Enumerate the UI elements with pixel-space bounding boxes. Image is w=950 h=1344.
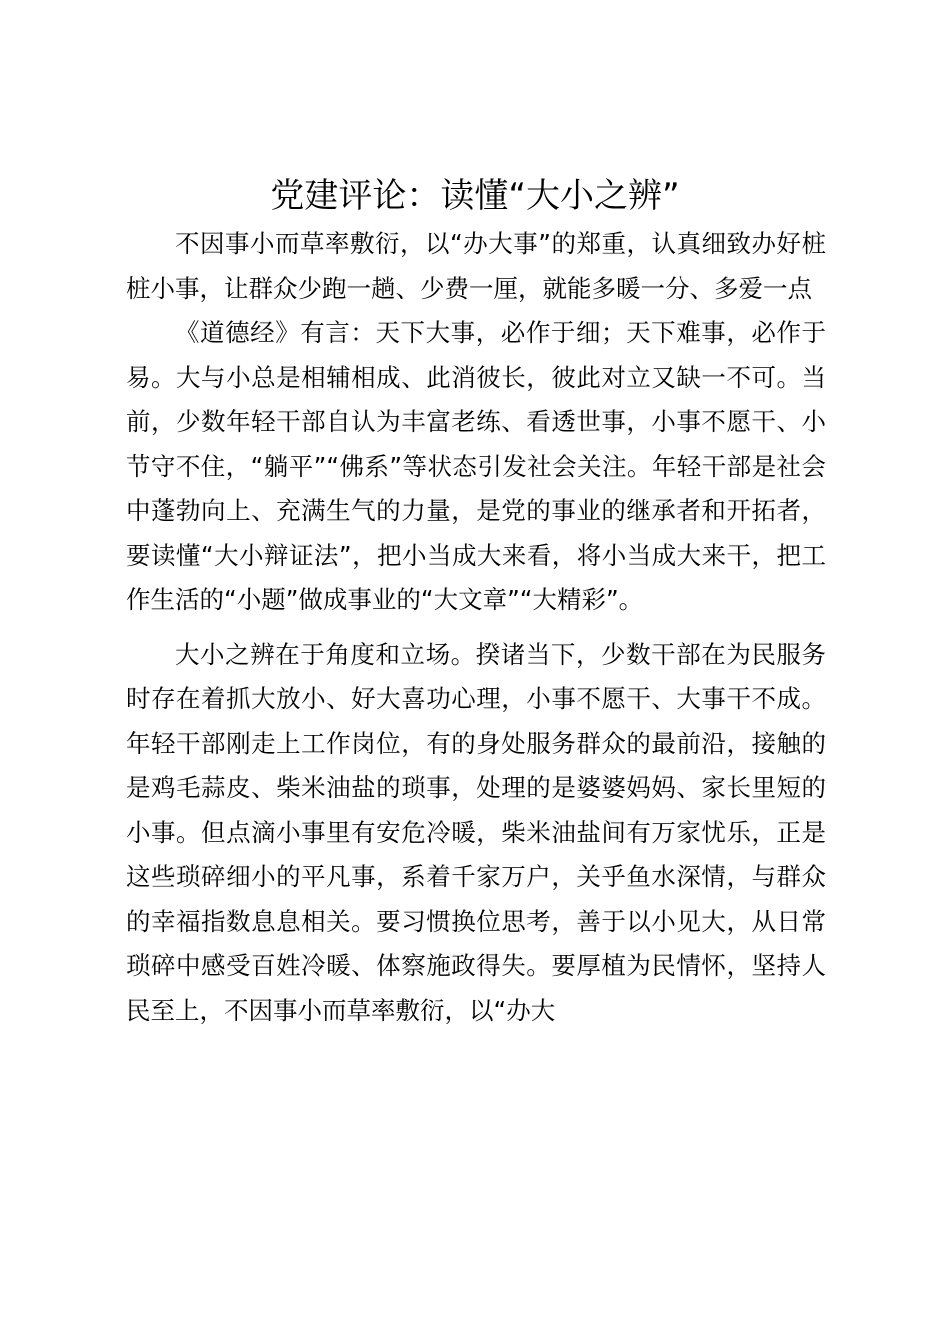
document-title: 党建评论：读懂“大小之辨” <box>270 176 680 216</box>
paragraph-lead: 不因事小而草率敷衍，以“办大事”的郑重，认真细致办好桩桩小事，让群众少跑一趟、少费一厘，就能多暖一分、多爱一点 <box>126 229 826 303</box>
paragraph-daodejing: 《道德经》有言：天下大事，必作于细；天下难事，必作于易。大与小总是相辅相成、此消彼长，彼此对立又缺一不可。当前，少数年轻干部自认为丰富老练、看透世事，小事不愿干、小节守不住，“躺平”“佛系”等状态引发社会关注。年轻干部是社会中蓬勃向上、充满生气的力量，是党的事业的继承者和开拓者，要读懂“大小辩证法”，把小当成大来看，将小当成大来干，把工作生活的“小题”做成事业的“大文章”“大精彩”。 <box>126 318 826 614</box>
paragraph-big-small: 大小之辨在于角度和立场。揆诸当下，少数干部在为民服务时存在着抓大放小、好大喜功心理，小事不愿干、大事干不成。年轻干部刚走上工作岗位，有的身处服务群众的最前沿，接触的是鸡毛蒜皮、柴米油盐的琐事，处理的是婆婆妈妈、家长里短的小事。但点滴小事里有安危冷暖，柴米油盐间有万家忧乐，正是这些琐碎细小的平凡事，系着千家万户，关乎鱼水深情，与群众的幸福指数息息相关。要习惯换位思考，善于以小见大，从日常琐碎中感受百姓冷暖、体察施政得失。要厚植为民情怀，坚持人民至上，不因事小而草率敷衍，以“办大 <box>126 639 826 1025</box>
document-body <box>126 222 826 1033</box>
